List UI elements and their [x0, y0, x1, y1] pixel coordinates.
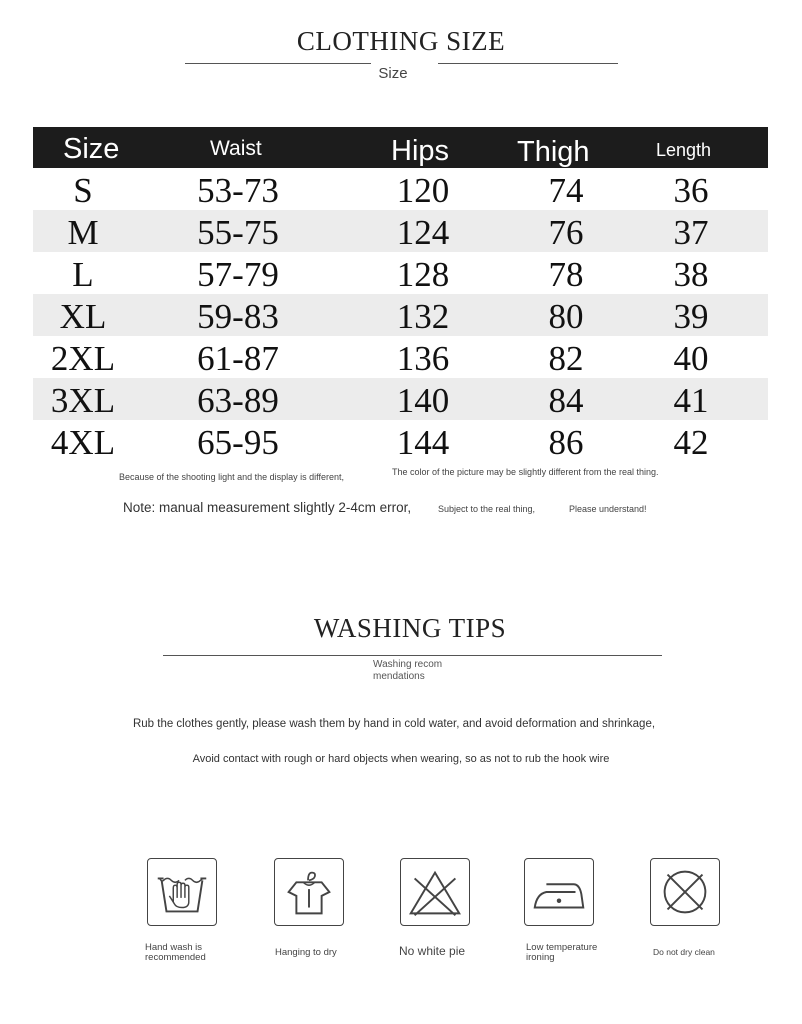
header-size: Size [63, 133, 120, 165]
table-cell: 74 [548, 171, 584, 210]
table-cell: 37 [673, 213, 709, 252]
table-cell: 136 [396, 339, 450, 378]
table-row-2xl [33, 336, 768, 378]
header-length: Length [656, 140, 712, 160]
table-row-3xl [33, 378, 768, 420]
table-cell: 76 [548, 213, 584, 252]
table-cell: 84 [548, 381, 584, 420]
table-row-xl [33, 294, 768, 336]
table-row-l [33, 252, 768, 294]
care-label-low-iron: Low temperature ironing [526, 942, 598, 963]
size-subtitle: Size [378, 65, 408, 82]
table-cell: 3XL [50, 381, 116, 420]
table-cell: 55-75 [197, 213, 279, 252]
header-thigh: Thigh [517, 136, 590, 168]
no-bleach-icon [400, 858, 470, 926]
table-cell: 80 [548, 297, 584, 336]
table-cell: 42 [673, 423, 709, 462]
table-row-4xl [33, 420, 768, 462]
size-table [33, 127, 768, 462]
washing-tips-title: WASHING TIPS [313, 613, 507, 643]
table-row-m [33, 210, 768, 252]
table-cell: 53-73 [197, 171, 279, 210]
table-cell: 82 [548, 339, 584, 378]
table-cell: 40 [673, 339, 709, 378]
low-iron-icon [524, 858, 594, 926]
care-label-hang-dry: Hanging to dry [275, 947, 337, 958]
table-cell: 38 [673, 255, 709, 294]
understand-note: Please understand! [569, 504, 647, 514]
care-label-no-bleach: No white pie [399, 944, 466, 958]
table-cell: 4XL [50, 423, 116, 462]
header-waist: Waist [210, 137, 262, 160]
table-cell: 86 [548, 423, 584, 462]
table-cell: 57-79 [197, 255, 279, 294]
color-note: The color of the picture may be slightly different from the real thing. [392, 467, 659, 477]
hand-wash-icon [147, 858, 217, 926]
header-hips: Hips [391, 135, 450, 167]
table-cell: 120 [396, 171, 450, 210]
care-label-hand-wash: Hand wash is recommended [145, 942, 206, 963]
table-row-s [33, 168, 768, 210]
table-cell: 2XL [50, 339, 116, 378]
table-cell: 132 [396, 297, 450, 336]
table-cell: M [67, 213, 99, 252]
table-cell: 124 [396, 213, 450, 252]
table-cell: 78 [548, 255, 584, 294]
hanging-dry-icon [274, 858, 344, 926]
subject-note: Subject to the real thing, [438, 504, 536, 514]
table-cell: 144 [396, 423, 450, 462]
table-cell: 65-95 [197, 423, 279, 462]
table-cell: XL [59, 297, 107, 336]
washing-tip-line-1: Rub the clothes gently, please wash them by hand in cold water, and avoid deformation and shrinkage, [132, 718, 656, 730]
care-label-no-dry-clean: Do not dry clean [653, 947, 715, 957]
table-cell: 41 [673, 381, 709, 420]
washing-tip-line-2: Avoid contact with rough or hard objects when wearing, so as not to rub the hook wire [192, 753, 610, 765]
table-cell: L [72, 255, 94, 294]
washing-subtitle: Washing recom mendations [373, 659, 443, 682]
title-rule-right [438, 63, 618, 64]
table-cell: 59-83 [197, 297, 279, 336]
light-note: Because of the shooting light and the display is different, [119, 472, 344, 482]
table-cell: 63-89 [197, 381, 279, 420]
clothing-size-title: CLOTHING SIZE [296, 26, 506, 56]
table-cell: S [73, 171, 93, 210]
table-cell: 36 [673, 171, 709, 210]
table-cell: 128 [396, 255, 450, 294]
table-cell: 39 [673, 297, 709, 336]
table-header [33, 127, 768, 168]
washing-rule [163, 655, 662, 656]
table-cell: 140 [396, 381, 450, 420]
table-cell: 61-87 [197, 339, 279, 378]
title-rule-left [185, 63, 371, 64]
measurement-note: Note: manual measurement slightly 2-4cm error, [123, 500, 412, 515]
no-dry-clean-icon [650, 858, 720, 926]
